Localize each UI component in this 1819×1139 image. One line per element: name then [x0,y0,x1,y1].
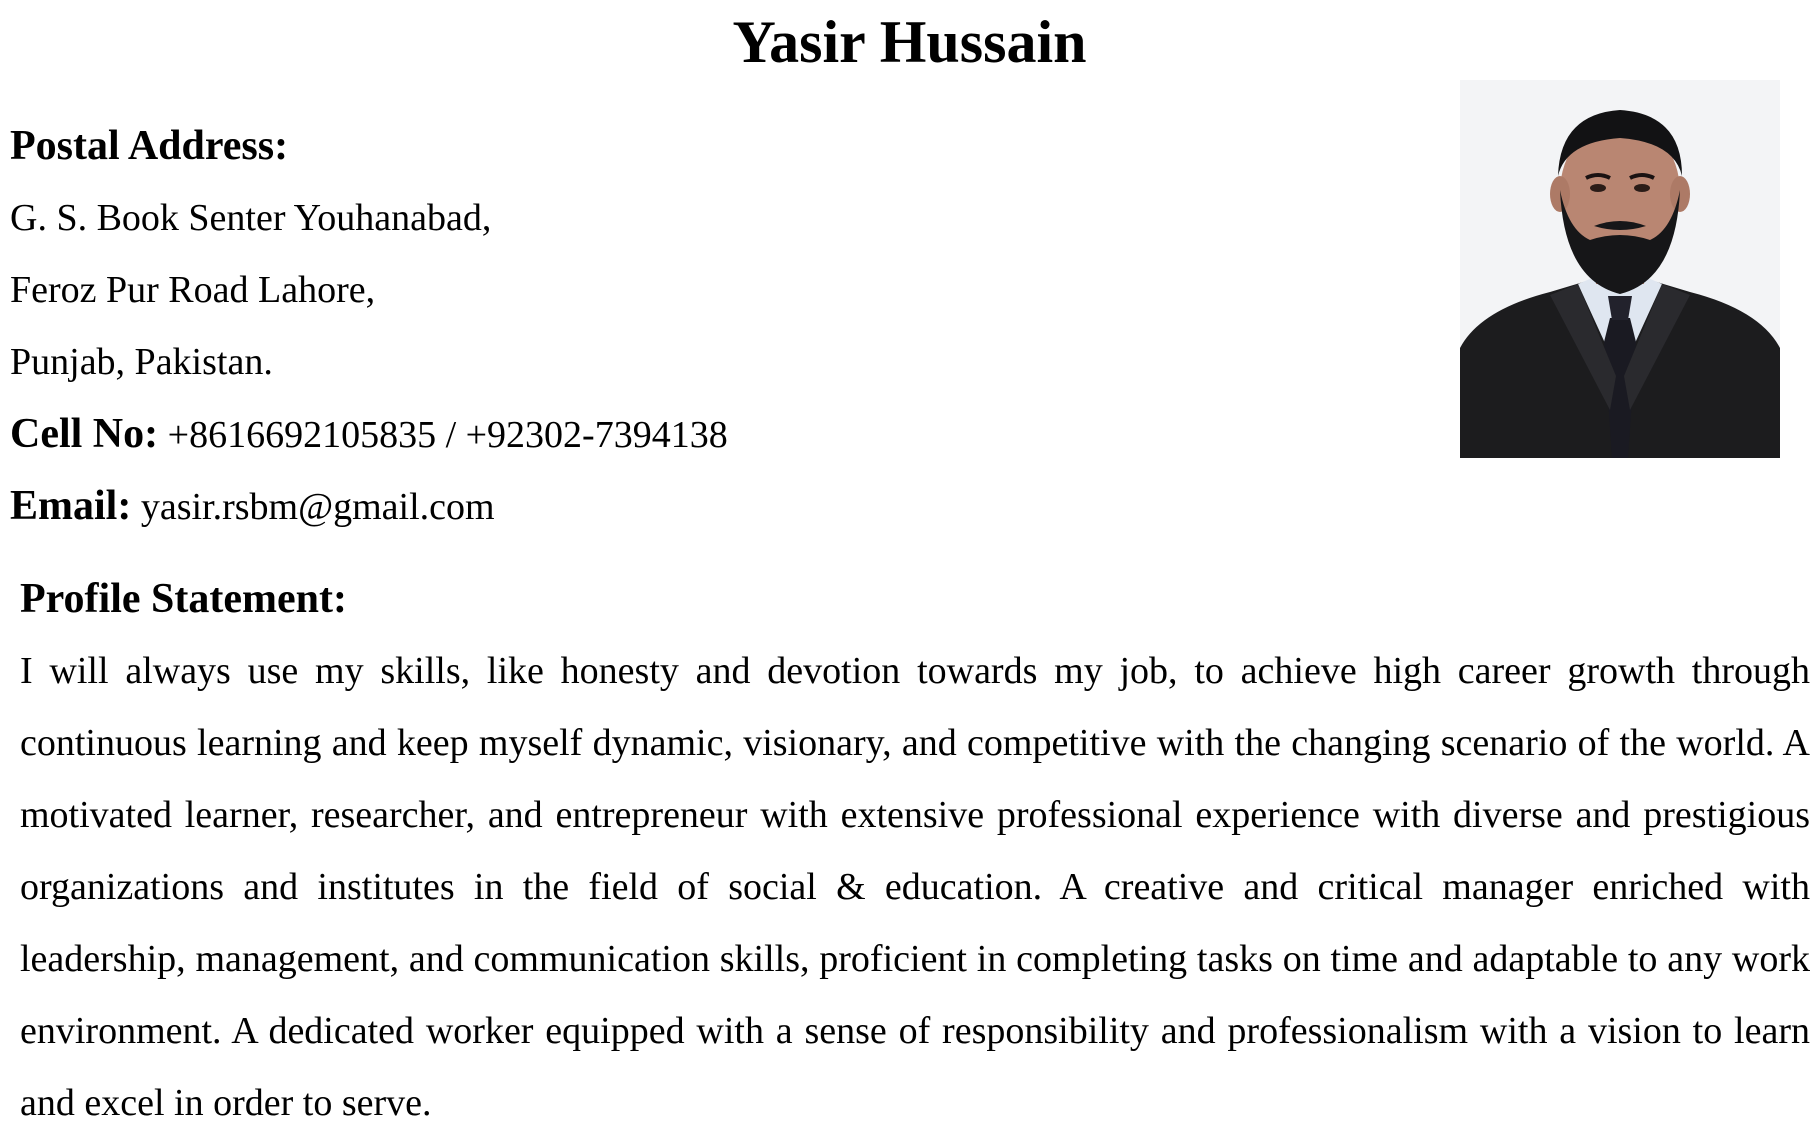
cell-label: Cell No: [10,411,159,457]
profile-photo [1460,80,1780,458]
email-row [10,470,1210,542]
address-line-1: G. S. Book Senter Youhanabad, [10,197,492,239]
cell-value: +8616692105835 / +92302-7394138 [167,414,728,456]
profile-section [20,563,1810,1139]
email-value: yasir.rsbm@gmail.com [140,486,495,528]
address-line-3: Punjab, Pakistan. [10,341,273,383]
page-title: Yasir Hussain [732,9,1087,75]
contact-section [10,110,1210,542]
portrait-illustration [1460,80,1780,458]
email-label: Email: [10,483,132,529]
profile-statement: I will always use my skills, like honesty and devotion towards my job, to achieve high career growth through continuous learning and keep myself dynamic, visionary, and competitive with the changing scenario of the world. A motivated learner, researcher, and entrepreneur with extensive professional experience with diverse and prestigious organizations and institutes in the field of social & education. A creative and critical manager enriched with leadership, management, and communication skills, proficient in completing tasks on time and adaptable to any work environment. A dedicated worker equipped with a sense of responsibility and professionalism with a vision to learn and excel in order to serve. [20,650,1810,1124]
cell-row [10,398,1210,470]
postal-address-label [10,110,1210,182]
postal-address-label-text: Postal Address: [10,123,289,169]
address-line-2: Feroz Pur Road Lahore, [10,269,376,311]
profile-heading: Profile Statement: [20,576,347,622]
